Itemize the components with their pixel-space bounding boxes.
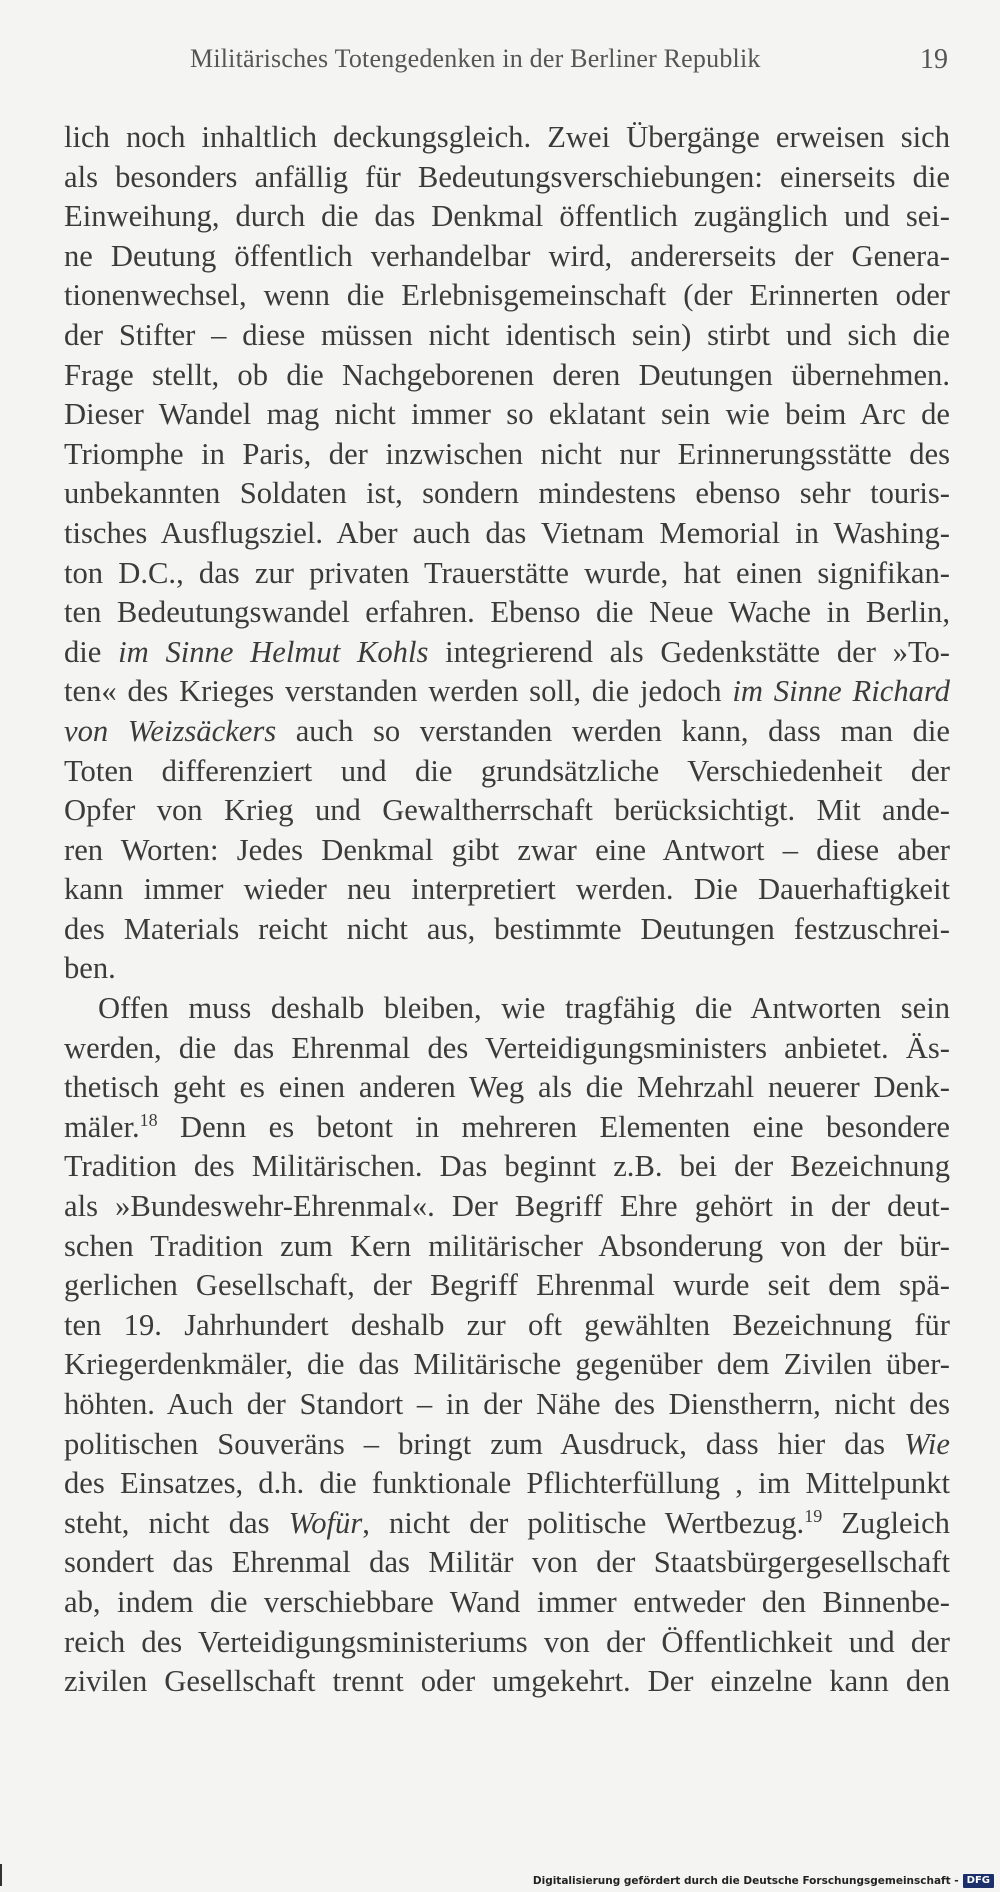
text-line (64, 672, 950, 712)
text-line: ten Bedeutungswandel erfahren. Ebenso die Neue Wache in Berlin, (64, 595, 950, 630)
text-line: des Materials reicht nicht aus, bestimmte Deutungen festzuschrei- (64, 911, 950, 946)
text-line: unbekannten Soldaten ist, sondern mindestens ebenso sehr touris- (64, 476, 950, 511)
text-line: zivilen Gesellschaft trennt oder umgekehrt. Der einzelne kann den (64, 1664, 950, 1699)
text-line: schen Tradition zum Kern militärischer Absonderung von der bür- (64, 1228, 950, 1263)
text-line: Dieser Wandel mag nicht immer so eklatant sein wie beim Arc de (64, 397, 950, 432)
text-run: integrierend als Gedenkstätte der »To- (428, 634, 950, 669)
running-header (64, 40, 948, 80)
footnote-ref-19[interactable]: 19 (804, 1505, 823, 1526)
funding-credit: Digitalisierung gefördert durch die Deutsche Forschungsgemeinschaft - (532, 1875, 959, 1887)
text-line: werden, die das Ehrenmal des Verteidigungsministers anbietet. Äs- (64, 1030, 950, 1065)
text-run: Zugleich (822, 1505, 950, 1540)
footnote-ref-18[interactable]: 18 (139, 1109, 158, 1130)
page-number: 19 (920, 44, 948, 75)
italic-phrase: von Weizsäckers (64, 713, 277, 748)
text-run: , nicht der politische Wertbezug. (362, 1505, 805, 1540)
text-run: politischen Souveräns – bringt zum Ausdruck, dass hier das (64, 1426, 905, 1461)
text-line: ton D.C., das zur privaten Trauerstätte wurde, hat einen signifikan- (64, 555, 950, 590)
text-run: steht, nicht das (64, 1505, 289, 1540)
text-line (64, 1108, 950, 1148)
text-run: mäler. (64, 1109, 140, 1144)
dfg-logo-icon: DFG (963, 1874, 994, 1888)
text-line: reich des Verteidigungsministeriums von der Öffentlichkeit und der (64, 1624, 950, 1659)
text-line: Offen muss deshalb bleiben, wie tragfähig die Antworten sein (98, 991, 950, 1026)
text-line: sondert das Ehrenmal das Militär von der Staatsbürgergesellschaft (64, 1545, 950, 1580)
italic-phrase: Wofür (288, 1505, 363, 1540)
text-line: Frage stellt, ob die Nachgeborenen deren Deutungen übernehmen. (64, 357, 950, 392)
body-text (64, 118, 950, 1702)
text-run: auch so verstanden werden kann, dass man die (276, 713, 950, 748)
text-line: höhten. Auch der Standort – in der Nähe des Dienstherrn, nicht des (64, 1387, 950, 1421)
text-line: Opfer von Krieg und Gewaltherrschaft berücksichtigt. Mit ande- (64, 793, 950, 828)
text-line: gerlichen Gesellschaft, der Begriff Ehrenmal wurde seit dem spä- (64, 1268, 950, 1303)
text-line: ten 19. Jahrhundert deshalb zur oft gewählten Bezeichnung für (64, 1307, 950, 1342)
text-line: des Einsatzes, d.h. die funktionale Pflichterfüllung , im Mittelpunkt (64, 1466, 950, 1501)
digitization-footer (533, 1874, 994, 1888)
text-line: Tradition des Militärischen. Das beginnt z.B. bei der Bezeichnung (64, 1149, 950, 1184)
italic-phrase: Wie (904, 1426, 950, 1461)
text-line: kann immer wieder neu interpretiert werden. Die Dauerhaftigkeit (64, 872, 950, 907)
running-title: Militärisches Totengedenken in der Berliner Republik (190, 44, 761, 73)
text-line: ren Worten: Jedes Denkmal gibt zwar eine Antwort – diese aber (64, 832, 950, 867)
text-line: als »Bundeswehr-Ehrenmal«. Der Begriff Ehre gehört in der deut- (64, 1189, 950, 1224)
text-line: Toten differenziert und die grundsätzliche Verschiedenheit der (64, 753, 950, 788)
text-run: die (64, 634, 119, 669)
text-line: tionenwechsel, wenn die Erlebnisgemeinschaft (der Erinnerten oder (64, 278, 950, 313)
text-line: tisches Ausflugsziel. Aber auch das Vietnam Memorial in Washing- (64, 515, 950, 550)
italic-phrase: im Sinne Helmut Kohls (118, 634, 429, 669)
text-line (64, 1425, 950, 1465)
text-line: Kriegerdenkmäler, die das Militärische gegenüber dem Zivilen über- (64, 1347, 950, 1382)
text-line: Einweihung, durch die das Denkmal öffentlich zugänglich und sei- (64, 199, 950, 234)
scan-edge-mark (0, 1864, 2, 1886)
text-line: als besonders anfällig für Bedeutungsverschiebungen: einerseits die (64, 159, 950, 194)
text-run: ten« des Krieges verstanden werden soll, die jedoch (64, 674, 733, 709)
text-line: der Stifter – diese müssen nicht identisch sein) stirbt und sich die (64, 317, 950, 352)
text-line (64, 633, 950, 673)
text-line: Triomphe in Paris, der inzwischen nicht nur Erinnerungsstätte des (64, 436, 950, 471)
text-line: ab, indem die verschiebbare Wand immer entweder den Binnenbe- (64, 1584, 950, 1619)
text-line: lich noch inhaltlich deckungsgleich. Zwei Übergänge erweisen sich (64, 120, 950, 154)
text-line: thetisch geht es einen anderen Weg als die Mehrzahl neuerer Denk- (64, 1070, 950, 1105)
text-line: ben. (64, 951, 116, 986)
italic-phrase: im Sinne Richard (732, 674, 950, 709)
text-line (64, 712, 950, 752)
text-line (64, 1504, 950, 1544)
text-line: ne Deutung öffentlich verhandelbar wird, andererseits der Genera- (64, 238, 950, 273)
text-run: Denn es betont in mehreren Elementen eine besondere (157, 1109, 950, 1144)
